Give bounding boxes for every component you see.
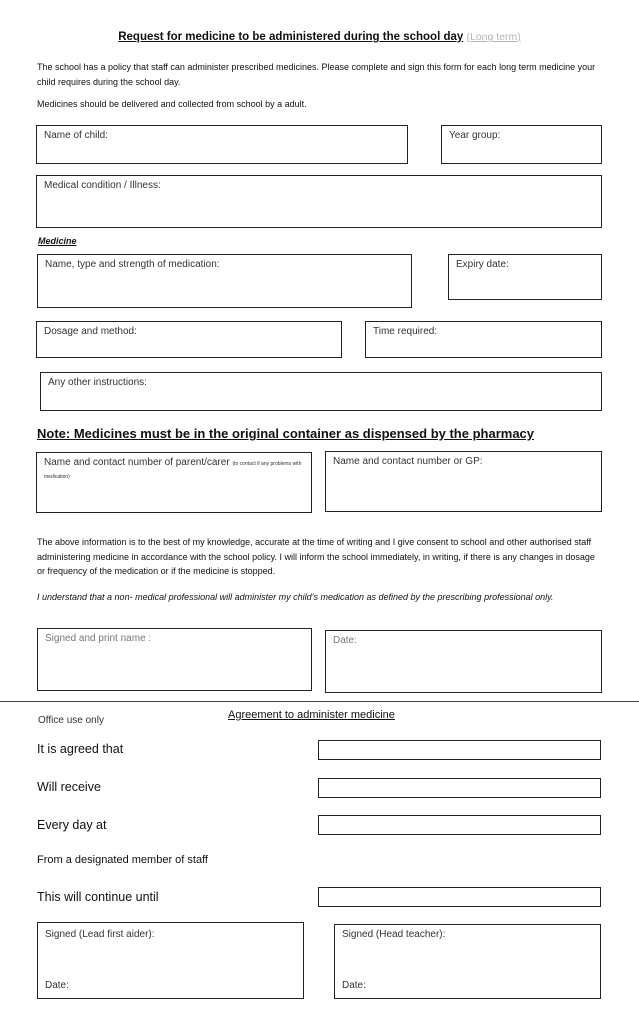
signature-date-label: Date:	[333, 635, 357, 646]
head-teacher-signature-field[interactable]	[334, 924, 601, 999]
form-title-sub: (Long term)	[466, 31, 521, 43]
signature-field[interactable]	[37, 628, 312, 691]
child-name-field[interactable]	[36, 125, 408, 164]
gp-contact-field[interactable]	[325, 451, 602, 512]
signature-label: Signed and print name :	[45, 633, 152, 644]
expiry-date-field[interactable]	[448, 254, 602, 300]
agreed-label: It is agreed that	[37, 742, 124, 756]
year-group-label: Year group:	[449, 130, 501, 141]
time-required-label: Time required:	[373, 326, 438, 337]
other-instructions-field[interactable]	[40, 372, 602, 411]
form-title-main: Request for medicine to be administered during the school day	[118, 31, 464, 43]
medical-condition-label: Medical condition / Illness:	[44, 180, 161, 191]
consent-paragraph: The above information is to the best of my knowledge, accurate at the time of writing and I give consent to school and other authorised staff administering medicine in accordance with the school policy. I will inform the school immediately, in writing, if there is any changes in dosage or frequency of the medication or if the medicine is stopped.	[37, 537, 595, 576]
agreed-field[interactable]	[318, 740, 601, 760]
intro-paragraph-policy: The school has a policy that staff can administer prescribed medicines. Please complete and sign this form for each long term medicine your child requires during the school day.	[37, 62, 596, 87]
first-aider-date-label: Date:	[45, 980, 69, 991]
medicine-heading: Medicine	[38, 236, 77, 246]
continue-until-label: This will continue until	[37, 890, 159, 904]
other-instructions-label: Any other instructions:	[48, 377, 147, 388]
parent-contact-field[interactable]	[36, 452, 312, 513]
signature-date-field[interactable]	[325, 630, 602, 693]
designated-staff-label: From a designated member of staff	[37, 854, 208, 866]
dosage-field[interactable]	[36, 321, 342, 358]
intro-paragraph-delivery: Medicines should be delivered and collected from school by a adult.	[37, 99, 307, 109]
continue-until-field[interactable]	[318, 887, 601, 907]
office-separator	[0, 701, 639, 702]
child-name-label: Name of child:	[44, 130, 108, 141]
dosage-label: Dosage and method:	[44, 326, 137, 337]
pharmacy-note: Note: Medicines must be in the original container as dispensed by the pharmacy	[37, 426, 535, 441]
every-day-label: Every day at	[37, 818, 107, 832]
medication-label: Name, type and strength of medication:	[45, 259, 220, 270]
receive-label: Will receive	[37, 780, 101, 794]
time-required-field[interactable]	[365, 321, 602, 358]
consent-understanding: I understand that a non- medical professional will administer my child’s medication as defined by the prescribing professional only.	[37, 592, 554, 602]
expiry-date-label: Expiry date:	[456, 259, 509, 270]
agreement-title: Agreement to administer medicine	[228, 709, 395, 721]
parent-contact-note: (to contact if any problems with medication)	[44, 461, 302, 480]
form-title	[0, 31, 639, 43]
year-group-field[interactable]	[441, 125, 602, 164]
receive-field[interactable]	[318, 778, 601, 798]
medication-field[interactable]	[37, 254, 412, 308]
parent-contact-label-wrap	[44, 457, 306, 483]
head-teacher-date-label: Date:	[342, 980, 366, 991]
first-aider-signature-label: Signed (Lead first aider):	[45, 929, 155, 940]
medical-condition-field[interactable]	[36, 175, 602, 228]
head-teacher-signature-label: Signed (Head teacher):	[342, 929, 446, 940]
every-day-field[interactable]	[318, 815, 601, 835]
parent-contact-label: Name and contact number of parent/carer	[44, 457, 230, 468]
gp-contact-label: Name and contact number or GP:	[333, 456, 483, 467]
office-use-label: Office use only	[38, 715, 104, 726]
first-aider-signature-field[interactable]	[37, 922, 304, 999]
